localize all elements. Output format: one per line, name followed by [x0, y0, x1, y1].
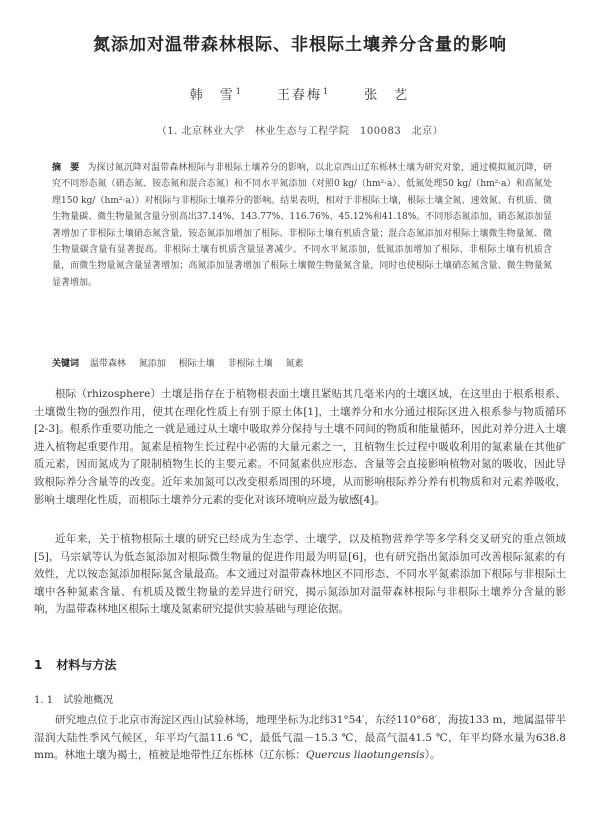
- abstract: [52, 160, 552, 291]
- keywords: [52, 357, 552, 371]
- site-text-end: ）。: [424, 749, 441, 762]
- author-name: 王春梅: [276, 88, 322, 103]
- site-description-paragraph: [34, 712, 566, 765]
- author-3: [364, 88, 410, 103]
- site-text: 研究地点位于北京市海淀区西山试验林场，地理坐标为北纬31°54′，东经110°68′，海拔133 m，地属温带半湿润大陆性季风气候区，年平均气温11.6 ℃，最低气温－15.3 ℃，最高气温41.5 ℃，年平均降水量为638.8 mm。林地土壤为褐土，植被是地带性辽东栎林（辽东栎：: [34, 714, 566, 762]
- intro-paragraph-1: 根际（rhizosphere）土壤是指存在于植物根表面土壤且紧贴其几毫米内的土壤区域，在这里由于根系根系、土壤微生物的强烈作用，使其在理化性质上有别于原土体[1]，土壤养分和水分通过根际区进入根系参与物质循环[2-3]。根系作重要功能之一就是通过从土壤中吸取养分保持与土壤不同间的物质和能量循环，因此对养分进入土壤进入植物起重要作用。氮素是植物生长过程中必需的大量元素之一，且植物生长过程中吸收利用的氮素量在其他矿质元素，因而氮成为了限制植物生长的主要元素。不同氮素供应形态、含量等会直接影响植物对氮的吸收，因此导致根际养分含量等的改变。近年来加氮可以改变根系周围的环境，从而影响根际养分养有机物质和对元素养吸收，影响土壤理化性质，而根际土壤养分元素的变化对该环境响应最为敏感[4]。: [34, 388, 566, 506]
- keyword: 根际土壤: [178, 359, 215, 369]
- subsection-title: 试验地概况: [63, 695, 114, 706]
- abstract-text: 为探讨氮沉降对温带森林根际与非根际土壤养分的影响，以北京西山辽东栎林土壤为研究对象，通过模拟氮沉降，研究不同形态氮（硝态氮、铵态氮和混合态氮）和不同水平氮添加（对照0 kg/（hm²·a）、低氮处理50 kg/（hm²·a）和高氮处理150 kg/（hm²·a））对根际与非根际土壤养分的影响。结果表明，相对于非根际土壤，根际土壤全氮、速效氮、有机质、微生物量碳、微生物量氮含量分别高出37.14%、143.77%、116.76%、45.12%和41.18%。不同形态氮添加，硝态氮添加显著增加了非根际土壤硝态氮含量，铵态氮添加增加了根际、非根际土壤有机质含量；混合态氮添加对根际土壤微生物量氮、微生物量碳含量有显著提高。非根际土壤有机质含量显著减少。不同水平氮添加，低氮添加增加了根际、非根际土壤有机质含量，而微生物量氮含量显著增加；高氮添加显著增加了根际土壤微生物量氮含量，同时也使根际土壤硝态氮含量、微生物量氮显著增加。: [52, 163, 552, 288]
- author-list: [0, 84, 600, 103]
- paper-title: 氮添加对温带森林根际、非根际土壤养分含量的影响: [93, 35, 507, 55]
- keyword: 非根际土壤: [227, 359, 273, 369]
- keywords-label: 关键词: [52, 359, 80, 369]
- author-2: [277, 88, 330, 103]
- section-title: 材料与方法: [56, 658, 117, 672]
- section-heading: [34, 656, 116, 673]
- abstract-label: 摘 要: [52, 163, 80, 173]
- affiliation: （1. 北京林业大学 林业生态与工程学院 100083 北京）: [156, 126, 444, 137]
- subsection-heading: [34, 691, 113, 706]
- keyword: 氮素: [285, 359, 304, 369]
- keyword: 氮添加: [138, 359, 166, 369]
- author-affiliation-mark: 1: [235, 86, 243, 96]
- author-1: [190, 88, 243, 103]
- author-name: 韩 雪: [189, 88, 235, 103]
- species-latin-name: Quercus liaotungensis: [305, 749, 425, 762]
- keyword: 温带森林: [89, 359, 126, 369]
- author-name: 张 艺: [364, 88, 410, 103]
- intro-paragraph-2: 近年来，关于植物根际土壤的研究已经成为生态学、土壤学，以及植物营养学等多学科交叉研究的重点领域[5]，马宗斌等认为低态氮添加对根际微生物量的促进作用最为明显[6]，也有研究指出氮添加可改善根际氮素的有效性，尤以铵态氮添加根际氮含量最高。本文通过对温带森林地区不同形态、不同水平氮素添加下根际与非根际土壤中各种氮素含量、有机质及微生物量的差异进行研究，揭示氮添加对温带森林根际与非根际土壤养分含量的影响，为温带森林地区根际土壤及氮素研究提供实验基础与理论依据。: [34, 533, 566, 616]
- author-affiliation-mark: 1: [323, 86, 331, 96]
- subsection-number: 1. 1: [34, 695, 54, 706]
- section-number: 1: [34, 658, 43, 672]
